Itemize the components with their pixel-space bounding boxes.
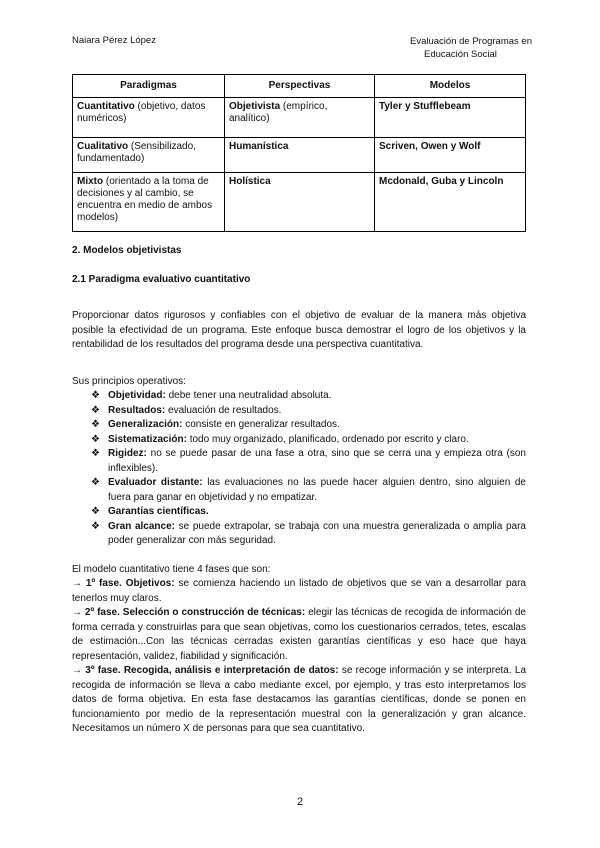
- table-cell-perspective: Holística: [225, 173, 375, 232]
- phase-paragraph: → 1º fase. Objetivos: se comienza haciendo un listado de objetivos que se van a desarrollar para tenerlos muy claros.: [72, 578, 526, 604]
- diamond-bullet-icon: ❖: [91, 390, 100, 401]
- section-title: 2. Modelos objetivistas: [72, 245, 182, 256]
- header-subject-line1: Evaluación de Programas en: [410, 36, 532, 47]
- table-cell-paradigm: Cuantitativo (objetivo, datos numéricos): [73, 98, 225, 138]
- table-header-row: [73, 75, 526, 98]
- diamond-bullet-icon: ❖: [91, 419, 100, 430]
- principles-intro: Sus principios operativos:: [72, 375, 186, 387]
- table-cell-model: Mcdonald, Guba y Lincoln: [375, 173, 526, 232]
- list-item: ❖ Garantías científicas.: [72, 505, 526, 520]
- list-item: ❖ Rigidez: no se puede pasar de una fase a otra, sino que se cerra una y empieza otra (son inflexibles).: [91, 448, 526, 474]
- table-header-cell: Modelos: [375, 75, 526, 98]
- list-item: ❖ Evaluador distante: las evaluaciones no las puede hacer alguien dentro, sino alguien de fuera para ganar en objetividad y no empatizar.: [91, 477, 526, 503]
- list-item: ❖ Generalización: consiste en generalizar resultados.: [72, 418, 526, 433]
- list-item: ❖ Gran alcance: se puede extrapolar, se trabaja con una muestra generalizada o amplia para poder generalizar con más seguridad.: [91, 520, 526, 546]
- table-cell-paradigm: Cualitativo (Sensibilizado, fundamentado): [73, 138, 225, 173]
- table-cell-model: Tyler y Stufflebeam: [375, 98, 526, 138]
- table-header-cell: Perspectivas: [225, 75, 375, 98]
- principles-list: [72, 389, 526, 549]
- paradigms-table: [72, 74, 526, 232]
- header-subject-line2: Educación Social: [424, 49, 497, 60]
- intro-paragraph: Proporcionar datos rigurosos y confiables con el objetivo de evaluar de la manera más objetiva posible la efectividad de un programa. Este enfoque busca demostrar el logro de los objetivos y la rentabilidad de los resultados del programa desde una perspectiva cuantitativa.: [72, 310, 526, 350]
- document-body: [72, 244, 526, 737]
- diamond-bullet-icon: ❖: [91, 506, 100, 517]
- table-row: [73, 173, 526, 232]
- diamond-bullet-icon: ❖: [91, 448, 100, 459]
- diamond-bullet-icon: ❖: [91, 477, 100, 488]
- table-row: [73, 98, 526, 138]
- header-subject: [410, 35, 540, 61]
- table-cell-model: Scriven, Owen y Wolf: [375, 138, 526, 173]
- phases-intro: El modelo cuantitativo tiene 4 fases que son:: [72, 563, 271, 575]
- list-item: ❖ Resultados: evaluación de resultados.: [72, 404, 526, 419]
- table-header-cell: Paradigmas: [73, 75, 225, 98]
- phase-paragraph: → 3º fase. Recogida, análisis e interpretación de datos: se recoge información y se interpreta. La recogida de información se lleva a cabo mediante excel, por ejemplo, y tras esto interpretamos los datos de forma objetiva. En esta fase destacamos las garantías científicas, donde se ponen en funcionamiento por medio de la representación muestral con la generalización y gran alcance. Necesitamos un número X de personas para que sea cuantitativo.: [72, 665, 527, 734]
- header-author: Naiara Pérez López: [72, 35, 156, 46]
- diamond-bullet-icon: ❖: [91, 404, 100, 416]
- phase-paragraph: → 2º fase. Selección o construcción de técnicas: elegir las técnicas de recogida de información de forma cerrada y construirlas para que sean objetivas, como los cuestionarios cerrados, tetes, escalas de estimación...Con las técnicas cerradas existen garantías científicas y eso hace que haya representación, validez, fiabilidad y significación.: [72, 607, 526, 662]
- table-row: [73, 138, 526, 173]
- table-cell-paradigm: Mixto (orientado a la toma de decisiones y al cambio, se encuentra en medio de ambos modelos): [73, 173, 225, 232]
- table-cell-perspective: Humanística: [225, 138, 375, 173]
- diamond-bullet-icon: ❖: [91, 520, 100, 532]
- diamond-bullet-icon: ❖: [91, 433, 100, 445]
- subsection-title: 2.1 Paradigma evaluativo cuantitativo: [72, 273, 251, 285]
- page-number: 2: [296, 796, 304, 808]
- list-item: ❖ Sistematización: todo muy organizado, planificado, ordenado por escrito y claro.: [72, 433, 526, 448]
- list-item: ❖ Objetividad: debe tener una neutralidad absoluta.: [72, 389, 526, 404]
- table-cell-perspective: Objetivista (empírico, analítico): [225, 98, 375, 138]
